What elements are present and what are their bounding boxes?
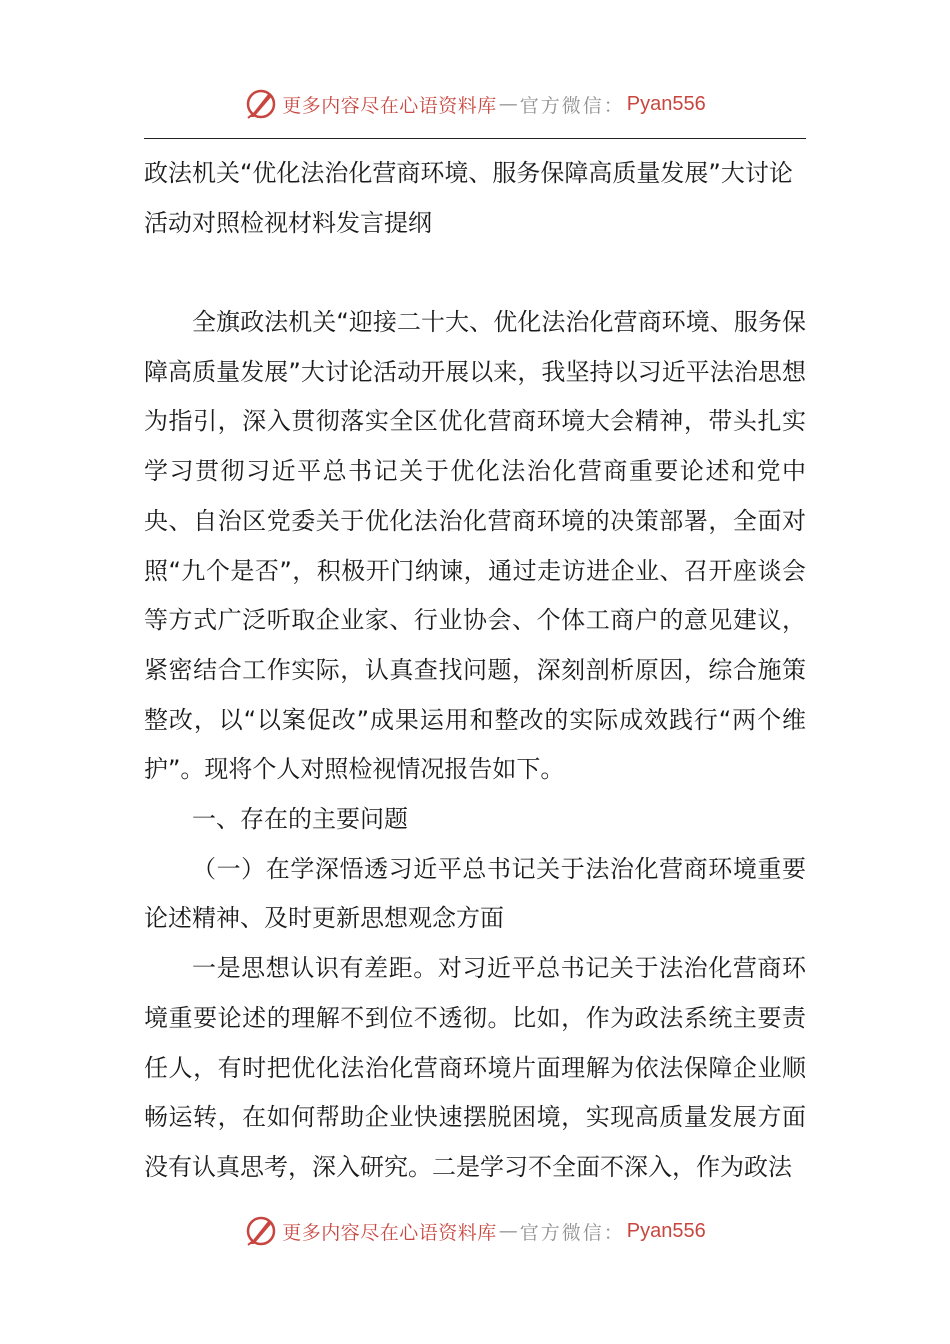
document-body [144,148,806,1193]
title-spacer [144,248,806,298]
document-title: 政法机关“优化法治化营商环境、服务保障高质量发展”大讨论活动对照检视材料发言提纲 [144,159,793,237]
header-banner [0,84,950,124]
header-site-text: 更多内容尽在心语资料库 [282,94,497,117]
footer-wechat-label: 官方微信： [519,1221,625,1244]
paragraph-intro: 全旗政法机关“迎接二十大、优化法治化营商环境、服务保障高质量发展”大讨论活动开展以来，我坚持以习近平法治思想为指引，深入贯彻落实全区优化营商环境大会精神，带头扎实学习贯彻习近平总书记关于优化法治化营商重要论述和党中央、自治区党委关于优化法治化营商环境的决策部署，全面对照“九个是否”，积极开门纳谏，通过走访进企业、召开座谈会等方式广泛听取企业家、行业协会、个体工商户的意见建议，紧密结合工作实际，认真查找问题，深刻剖析原因，综合施策整改，以“以案促改”成果运用和整改的实际成效践行“两个维护”。现将个人对照检视情况报告如下。 [144,308,806,784]
quill-logo-icon [244,87,278,121]
header-divider [144,138,806,139]
subsection-heading-1: （一）在学深悟透习近平总书记关于法治化营商环境重要论述精神、及时更新思想观念方面 [144,854,806,933]
header-separator: — [498,93,518,115]
quill-logo-icon [244,1214,278,1248]
section-heading-problems: 一、存在的主要问题 [192,805,408,834]
paragraph-issue-1: 一是思想认识有差距。对习近平总书记关于法治化营商环境重要论述的理解不到位不透彻。比如，作为政法系统主要责任人，有时把优化法治化营商环境片面理解为依法保障企业顺畅运转，在如何帮助企业快速摆脱困境，实现高质量发展方面没有认真思考，深入研究。二是学习不全面不深入，作为政法 [144,954,806,1181]
header-wechat-id: Pyan556 [626,92,706,115]
footer-separator: — [498,1220,518,1242]
footer-banner [0,1211,950,1251]
header-wechat-label: 官方微信： [519,94,625,117]
footer-wechat-id: Pyan556 [626,1219,706,1242]
footer-site-text: 更多内容尽在心语资料库 [282,1221,497,1244]
